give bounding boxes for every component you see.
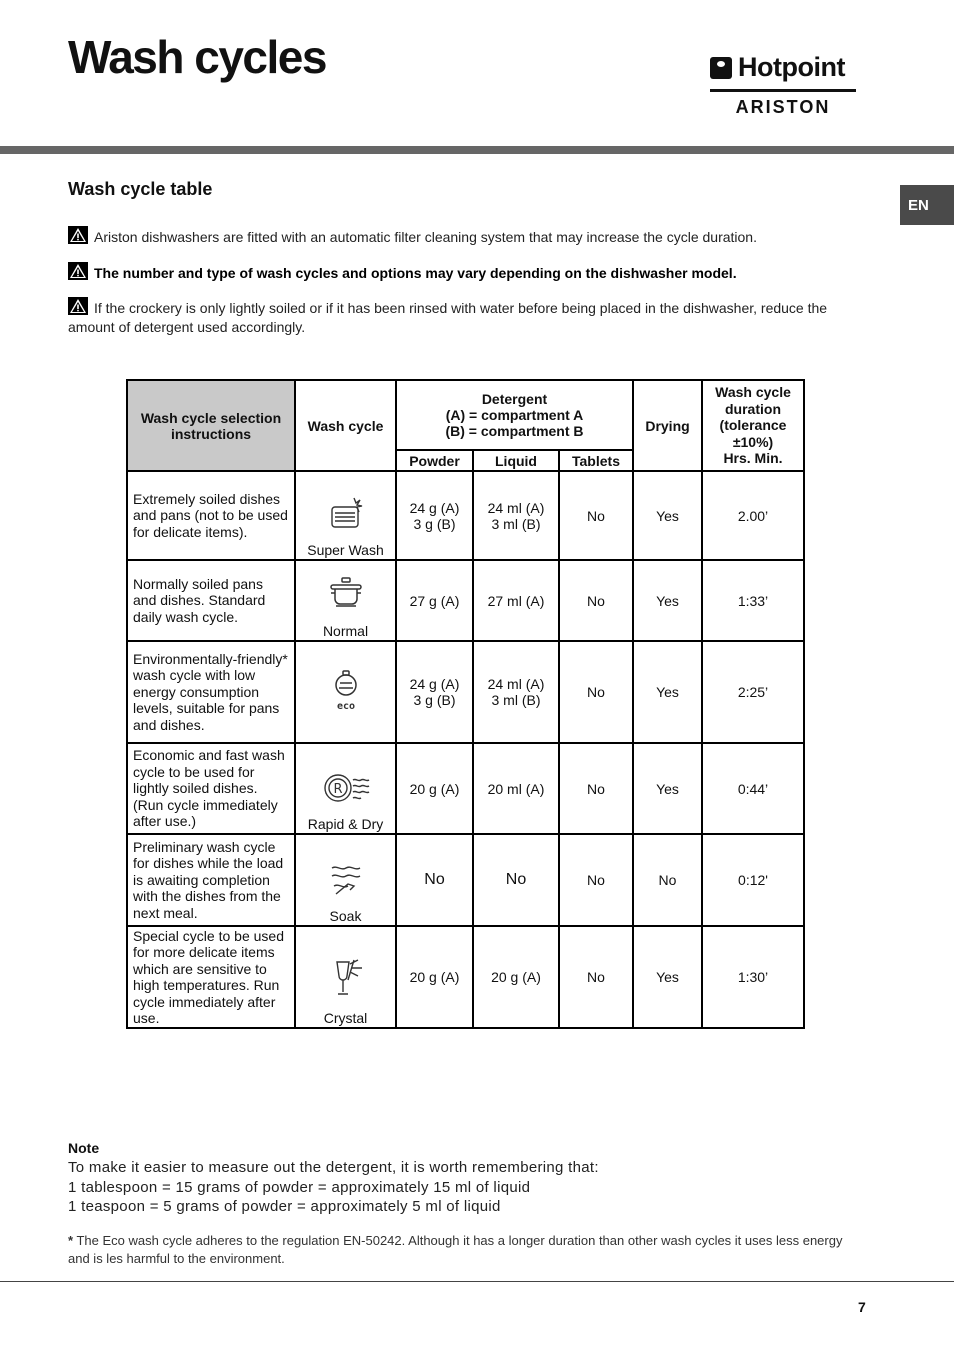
note-line: 1 tablespoon = 15 grams of powder = approximately 15 ml of liquid bbox=[68, 1179, 531, 1196]
warning-note-2: The number and type of wash cycles and options may vary depending on the dishwasher model. bbox=[68, 262, 868, 283]
page-title: Wash cycles bbox=[68, 31, 326, 83]
row-liquid: 24 ml (A) 3 ml (B) bbox=[473, 641, 559, 743]
header-rule bbox=[0, 146, 954, 154]
language-tab: EN bbox=[900, 185, 954, 225]
row-duration: 0:12' bbox=[702, 834, 804, 926]
row-drying: Yes bbox=[633, 743, 702, 834]
note-title: Note bbox=[68, 1140, 100, 1156]
svg-text:eco: eco bbox=[336, 700, 355, 712]
row-cycle: Crystal bbox=[295, 926, 396, 1028]
row-liquid: 20 ml (A) bbox=[473, 743, 559, 834]
logo-divider bbox=[710, 89, 856, 92]
row-instructions: Environmentally-friendly* wash cycle with low energy consumption levels, suitable for pans and dishes. bbox=[127, 641, 295, 743]
row-tablets: No bbox=[559, 743, 633, 834]
wash-cycle-table bbox=[126, 379, 805, 1029]
brand-sub: ARISTON bbox=[735, 97, 831, 117]
header-duration: Wash cycle duration (tolerance ±10%) Hrs. Min. bbox=[702, 380, 804, 471]
row-instructions: Preliminary wash cycle for dishes while the load is awaiting completion with the dishes from the next meal. bbox=[127, 834, 295, 926]
row-powder: 24 g (A) 3 g (B) bbox=[396, 471, 473, 560]
warning-icon bbox=[68, 297, 88, 315]
footer-rule bbox=[0, 1281, 954, 1282]
header-drying: Drying bbox=[633, 380, 702, 471]
row-liquid: 24 ml (A) 3 ml (B) bbox=[473, 471, 559, 560]
table-row bbox=[127, 641, 804, 743]
row-drying: No bbox=[633, 834, 702, 926]
row-tablets: No bbox=[559, 834, 633, 926]
header-powder: Powder bbox=[396, 450, 473, 471]
warning-icon bbox=[68, 262, 88, 280]
rapid-dry-icon bbox=[322, 768, 370, 808]
brand-logo bbox=[710, 52, 856, 118]
header-detergent: Detergent (A) = compartment A (B) = compartment B bbox=[396, 380, 633, 450]
row-powder: 24 g (A) 3 g (B) bbox=[396, 641, 473, 743]
row-duration: 1:30’ bbox=[702, 926, 804, 1028]
row-cycle: Soak bbox=[295, 834, 396, 926]
row-duration: 2.00’ bbox=[702, 471, 804, 560]
row-powder: 27 g (A) bbox=[396, 560, 473, 641]
section-title: Wash cycle table bbox=[68, 179, 213, 199]
footnote-star: * bbox=[68, 1233, 74, 1248]
row-liquid: 20 g (A) bbox=[473, 926, 559, 1028]
row-drying: Yes bbox=[633, 641, 702, 743]
row-cycle: Super Wash bbox=[295, 471, 396, 560]
row-tablets: No bbox=[559, 641, 633, 743]
row-tablets: No bbox=[559, 471, 633, 560]
super-wash-icon bbox=[326, 494, 366, 534]
row-instructions: Normally soiled pans and dishes. Standard daily wash cycle. bbox=[127, 560, 295, 641]
row-liquid: No bbox=[473, 834, 559, 926]
row-powder: 20 g (A) bbox=[396, 926, 473, 1028]
table-row bbox=[127, 560, 804, 641]
row-duration: 2:25’ bbox=[702, 641, 804, 743]
warning-icon bbox=[68, 226, 88, 244]
note-line: 1 teaspoon = 5 grams of powder = approximately 5 ml of liquid bbox=[68, 1198, 501, 1215]
row-duration: 1:33’ bbox=[702, 560, 804, 641]
row-tablets: No bbox=[559, 560, 633, 641]
header-tablets: Tablets bbox=[559, 450, 633, 471]
row-drying: Yes bbox=[633, 471, 702, 560]
crystal-icon bbox=[326, 958, 366, 1002]
eco-icon bbox=[326, 669, 366, 713]
row-liquid: 27 ml (A) bbox=[473, 560, 559, 641]
hotpoint-logo-icon bbox=[710, 57, 732, 79]
row-cycle: Normal bbox=[295, 560, 396, 641]
warning-note-3: If the crockery is only lightly soiled or if it has been rinsed with water before being placed in the dishwasher, reduce the amount of detergent used accordingly. bbox=[68, 297, 868, 337]
warning-note-1: Ariston dishwashers are fitted with an automatic filter cleaning system that may increase the cycle duration. bbox=[68, 226, 868, 247]
row-tablets: No bbox=[559, 926, 633, 1028]
normal-icon bbox=[326, 575, 366, 615]
row-duration: 0:44’ bbox=[702, 743, 804, 834]
table-row bbox=[127, 834, 804, 926]
header-instructions: Wash cycle selection instructions bbox=[127, 380, 295, 471]
row-cycle bbox=[295, 641, 396, 743]
row-instructions: Extremely soiled dishes and pans (not to be used for delicate items). bbox=[127, 471, 295, 560]
footnote: * The Eco wash cycle adheres to the regulation EN-50242. Although it has a longer duration than other wash cycles it uses less energy and is les harmful to the environment. bbox=[68, 1233, 843, 1266]
note-line: To make it easier to measure out the detergent, it is worth remembering that: bbox=[68, 1159, 599, 1176]
svg-text:R: R bbox=[332, 782, 343, 797]
page-number: 7 bbox=[858, 1299, 866, 1315]
row-cycle: R Rapid & Dry bbox=[295, 743, 396, 834]
table-row bbox=[127, 743, 804, 834]
row-drying: Yes bbox=[633, 560, 702, 641]
row-instructions: Economic and fast wash cycle to be used for lightly soiled dishes. (Run cycle immediately after use.) bbox=[127, 743, 295, 834]
row-powder: No bbox=[396, 834, 473, 926]
header-cycle: Wash cycle bbox=[295, 380, 396, 471]
table-row bbox=[127, 471, 804, 560]
row-drying: Yes bbox=[633, 926, 702, 1028]
brand-name: Hotpoint bbox=[738, 52, 845, 82]
row-instructions: Special cycle to be used for more delicate items which are sensitive to high temperatures. Run cycle immediately after use. bbox=[127, 926, 295, 1028]
soak-icon bbox=[326, 860, 366, 900]
row-powder: 20 g (A) bbox=[396, 743, 473, 834]
header-liquid: Liquid bbox=[473, 450, 559, 471]
table-row bbox=[127, 926, 804, 1028]
